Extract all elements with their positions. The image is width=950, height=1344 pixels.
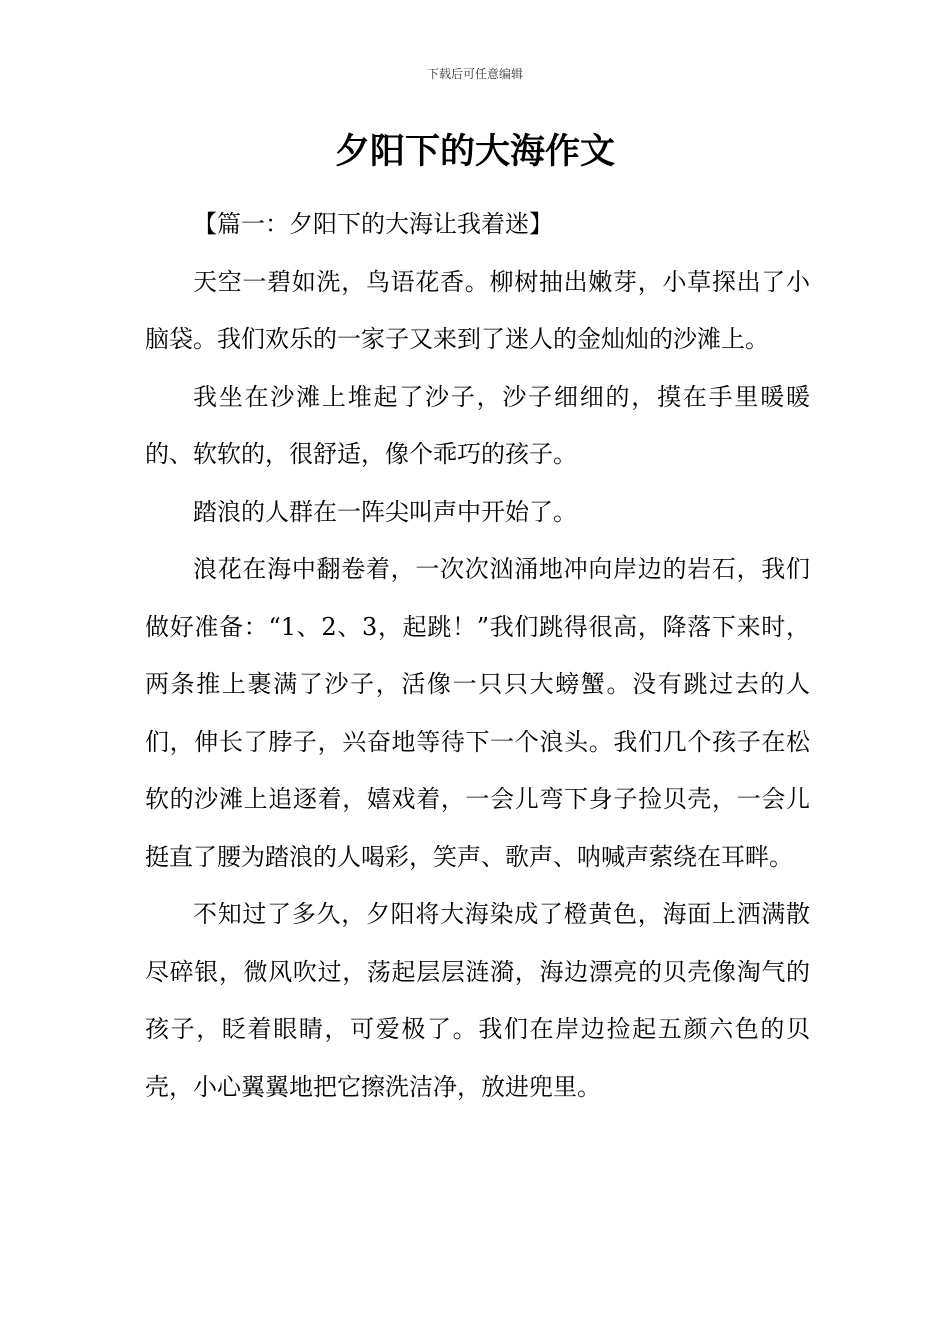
- paragraph: 我坐在沙滩上堆起了沙子，沙子细细的，摸在手里暖暖的、软软的，很舒适，像个乖巧的孩子。: [145, 382, 810, 468]
- header-note: 下载后可任意编辑: [426, 67, 523, 81]
- section-heading: 【篇一：夕阳下的大海让我着迷】: [193, 210, 553, 238]
- document-body: [145, 196, 810, 1116]
- document-title: 夕阳下的大海作文: [334, 132, 615, 172]
- paragraph: 踏浪的人群在一阵尖叫声中开始了。: [193, 497, 577, 526]
- paragraph: 天空一碧如洗，鸟语花香。柳树抽出嫩芽，小草探出了小脑袋。我们欢乐的一家子又来到了迷人的金灿灿的沙滩上。: [145, 267, 810, 353]
- paragraph: 浪花在海中翻卷着，一次次汹涌地冲向岸边的岩石，我们做好准备：“1、2、3，起跳！”我们跳得很高，降落下来时，两条推上裹满了沙子，活像一只只大螃蟹。没有跳过去的人们，伸长了脖子，兴奋地等待下一个浪头。我们几个孩子在松软的沙滩上追逐着，嬉戏着，一会儿弯下身子捡贝壳，一会儿挺直了腰为踏浪的人喝彩，笑声、歌声、呐喊声萦绕在耳畔。: [145, 555, 810, 871]
- paragraph: 不知过了多久，夕阳将大海染成了橙黄色，海面上洒满散尽碎银，微风吹过，荡起层层涟漪，海边漂亮的贝壳像淘气的孩子，眨着眼睛，可爱极了。我们在岸边捡起五颜六色的贝壳，小心翼翼地把它擦洗洁净，放进兜里。: [145, 900, 810, 1101]
